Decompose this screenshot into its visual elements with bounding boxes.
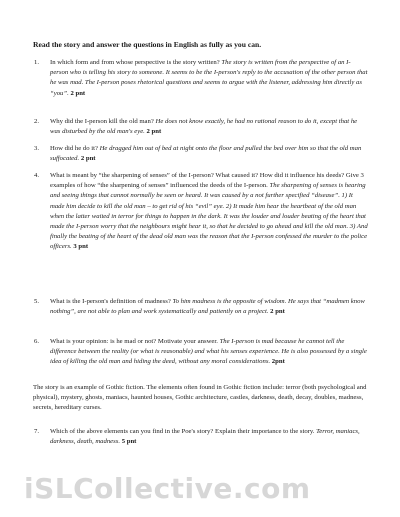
question-text: Which of the above elements can you find in the Poe's story? Explain their importance to the story. <box>50 428 315 435</box>
question-1 <box>34 58 368 99</box>
question-4 <box>34 171 368 253</box>
question-text: In which form and from whose perspective is the story written? <box>50 59 220 66</box>
answer-text: The story is written from the perspective of an I-person who is telling his story to someone. It seems to be the I-person's reply to the accusation of the other person that he was mad. The I-person poses rhetorical questions and seems to argue with the listener, addressing him directly as “you”. <box>50 59 368 97</box>
question-number: 4. <box>34 172 40 179</box>
question-3 <box>34 144 368 164</box>
answer-text: The I-person is mad because he cannot tell the difference between the reality (or what is reasonable) and what his senses experience. He is also possessed by a single idea of killing the old man and hiding the deed, without any moral considerations. <box>50 338 367 366</box>
question-text: What is your opinion: is he mad or not? Motivate your answer. <box>50 338 218 345</box>
question-text: Why did the I-person kill the old man? <box>50 118 154 125</box>
question-number: 3. <box>34 145 40 152</box>
watermark: iSLCollective.com <box>24 472 311 505</box>
question-number: 7. <box>34 428 40 435</box>
points: 2 pnt <box>268 308 285 316</box>
answer-text: He does not know exactly, he had no rational reason to do it, except that he was disturbed by the old man's eye. <box>50 118 358 136</box>
question-6 <box>34 337 368 368</box>
question-7 <box>34 427 368 447</box>
answer-text: Terror, maniacs, darkness, death, madness. <box>50 428 360 446</box>
points: 2pnt <box>270 358 285 366</box>
question-5 <box>34 297 368 317</box>
points: 2 pnt <box>144 128 162 136</box>
question-text: What is the I-person's definition of madness? <box>50 298 171 305</box>
question-number: 5. <box>34 298 40 305</box>
answer-text: He dragged him out of bed at night onto the floor and pulled the bed over him so that the old man suffocated. <box>50 145 362 163</box>
question-text: What is meant by “the sharpening of senses” of the I-person? What caused it? How did it influence his deeds? Give 3 examples of how “the sharpening of senses” influenced the deeds of the I-person. <box>50 172 364 190</box>
question-2 <box>34 117 368 137</box>
question-number: 6. <box>34 338 40 345</box>
points: 5 pnt <box>120 438 137 446</box>
gothic-fiction-paragraph: The story is an example of Gothic fiction. The elements often found in Gothic fiction include: terror (both psychological and physical), mystery, ghosts, maniacs, haunted houses, Gothic architecture, castles, darkness, death, decay, doubles, madness, secrets, hereditary curses. <box>33 384 367 412</box>
points: 3 pnt <box>71 243 89 251</box>
answer-text: The sharpening of senses is hearing and seeing things that cannot normally be seen or heard. It was caused by a not further specified “disease”. 1) It made him decide to kill the old man – to get rid of his “evil” eye. 2) It made him hear the heartbeat of the old man when the latter waited in terror for things to happen in the dark. It was the louder and louder beating of the heart that made the I-person worry that the neighbours might hear it, so that he decided to go ahead and kill the old man. 3) And finally the beating of the heart of the dead old man was the reason that the I-person confessed the murder to the police officers. <box>50 182 368 251</box>
answer-text: To him madness is the opposite of wisdom. He says that “madmen know nothing”, are not able to plan and work systematically and patiently on a project. <box>50 298 365 316</box>
question-number: 2. <box>34 118 40 125</box>
question-text: How did he do it? <box>50 145 98 152</box>
points: 2 pnt <box>79 155 96 163</box>
worksheet-title: Read the story and answer the questions in English as fully as you can. <box>33 40 262 49</box>
question-number: 1. <box>34 59 40 66</box>
points: 2 pnt <box>68 89 86 97</box>
